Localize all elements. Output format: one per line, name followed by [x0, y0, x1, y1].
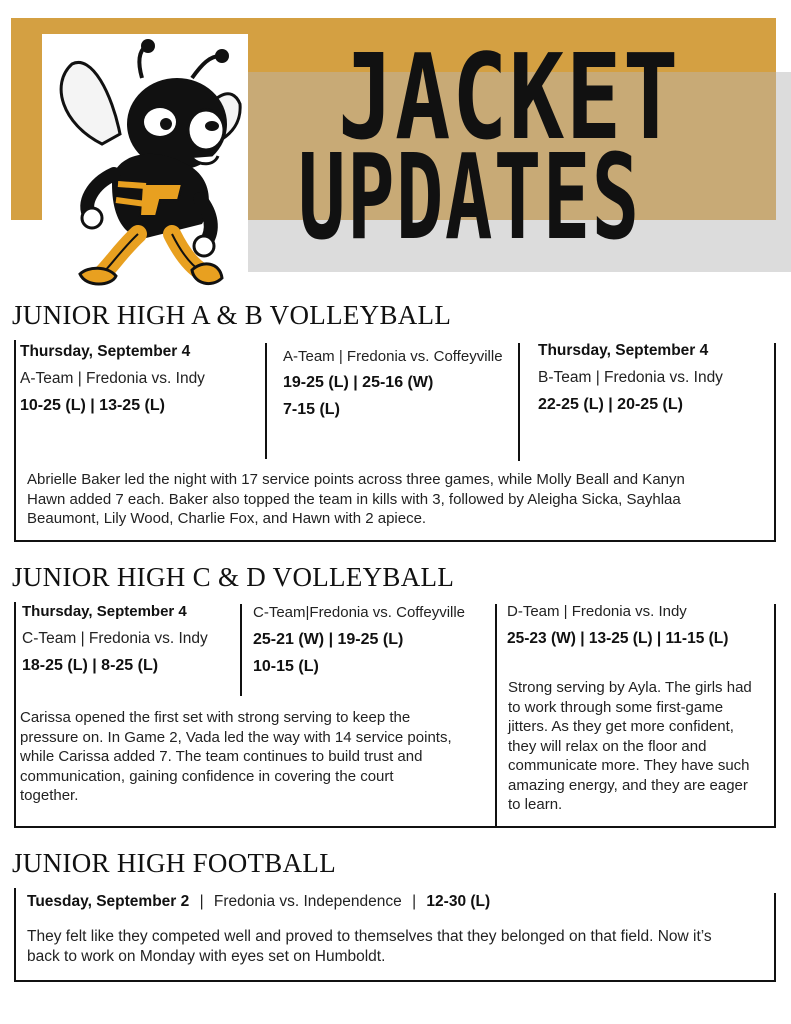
ab-col2-scores-1: 19-25 (L) | 25-16 (W) — [283, 374, 434, 391]
ab-col3-date: Thursday, September 4 — [538, 342, 709, 359]
cd-summary-left-line: together. — [20, 787, 79, 804]
cd-col1-matchup: C-Team | Fredonia vs. Indy — [22, 630, 208, 647]
cd-col1-scores: 18-25 (L) | 8-25 (L) — [22, 657, 159, 674]
fb-right-border — [774, 893, 776, 982]
section-title-ab-volleyball: JUNIOR HIGH A & B VOLLEYBALL — [12, 300, 452, 330]
ab-right-border — [774, 343, 776, 542]
fb-left-border — [14, 888, 16, 982]
ab-col3-matchup: B-Team | Fredonia vs. Indy — [538, 369, 723, 386]
fb-score: 12-30 (L) — [426, 893, 491, 910]
cd-summary-right-line: communicate more. They have such — [508, 757, 750, 774]
mascot-panel — [42, 34, 248, 300]
cd-col3-matchup: D-Team | Fredonia vs. Indy — [507, 603, 687, 620]
fb-date: Tuesday, September 2 — [27, 893, 190, 910]
fb-summary — [27, 927, 767, 967]
cd-right-border — [774, 604, 776, 828]
ab-divider-1 — [265, 343, 267, 459]
fb-bottom-border — [14, 980, 776, 982]
cd-summary-right-line: jitters. As they get more confident, — [508, 718, 734, 735]
ab-summary-line: Beaumont, Lily Wood, Charlie Fox, and Hawn with 2 apiece. — [27, 510, 427, 527]
cd-divider-2 — [495, 604, 497, 828]
ab-summary-line: Hawn added 7 each. Baker also topped the team in kills with 3, followed by Aleigha Sicka, Sayhlaa — [27, 490, 681, 508]
cd-col2-matchup: C-Team|Fredonia vs. Coffeyville — [253, 604, 466, 621]
cd-col1-date: Thursday, September 4 — [22, 603, 187, 620]
ab-summary-line: Abrielle Baker led the night with 17 service points across three games, while Molly Beall and Kanyn — [27, 471, 685, 488]
cd-summary-left — [20, 708, 490, 806]
cd-divider-1 — [240, 604, 242, 696]
ab-divider-2 — [518, 343, 520, 461]
ab-col1-matchup: A-Team | Fredonia vs. Indy — [20, 370, 205, 387]
ab-summary — [27, 470, 767, 529]
ab-col1-date: Thursday, September 4 — [20, 343, 191, 360]
fb-result-line — [27, 893, 490, 911]
yellow-jacket-mascot-icon — [42, 34, 248, 300]
cd-summary-right-line: Strong serving by Ayla. The girls had — [508, 679, 752, 696]
ab-bottom-border — [14, 540, 776, 542]
cd-col2-scores-2: 10-15 (L) — [253, 658, 319, 675]
ab-col1-scores: 10-25 (L) | 13-25 (L) — [20, 397, 165, 414]
fb-sep: | — [199, 893, 204, 910]
cd-summary-left-line: Carissa opened the first set with strong serving to keep the — [20, 709, 411, 726]
header-grey-side — [776, 72, 791, 222]
fb-summary-line: back to work on Monday with eyes set on Humboldt. — [27, 948, 386, 965]
cd-col2-scores-1: 25-21 (W) | 19-25 (L) — [253, 631, 404, 648]
ab-col2-scores-2: 7-15 (L) — [283, 401, 340, 418]
cd-summary-right-line: to learn. — [508, 796, 563, 813]
cd-summary-right-line: they will relax on the floor and — [508, 737, 707, 755]
cd-summary-left-line: communication, gaining confidence in covering the court — [20, 767, 394, 785]
section-title-football: JUNIOR HIGH FOOTBALL — [12, 848, 336, 878]
cd-summary-right — [508, 678, 770, 815]
ab-col3-scores: 22-25 (L) | 20-25 (L) — [538, 396, 683, 413]
cd-col3-scores: 25-23 (W) | 13-25 (L) | 11-15 (L) — [507, 630, 729, 647]
section-title-cd-volleyball: JUNIOR HIGH C & D VOLLEYBALL — [12, 562, 455, 592]
title-jacket: JACKET — [338, 28, 680, 166]
cd-left-border — [14, 602, 16, 828]
cd-summary-left-line: pressure on. In Game 2, Vada led the way with 14 service points, — [20, 728, 452, 746]
cd-summary-left-line: while Carissa added 7. The team continues to build trust and — [20, 748, 423, 765]
ab-col2-matchup: A-Team | Fredonia vs. Coffeyville — [283, 348, 503, 365]
cd-summary-right-line: to work through some first-game — [508, 698, 724, 716]
ab-left-border — [14, 340, 16, 542]
fb-sep: | — [412, 893, 417, 910]
fb-summary-line: They felt like they competed well and proved to themselves that they belonged on that field. Now it’s — [27, 928, 712, 945]
cd-summary-right-line: amazing energy, and they are eager — [508, 776, 748, 794]
title-updates: UPDATES — [298, 128, 641, 266]
fb-matchup: Fredonia vs. Independence — [213, 893, 402, 910]
cd-bottom-border — [14, 826, 776, 828]
